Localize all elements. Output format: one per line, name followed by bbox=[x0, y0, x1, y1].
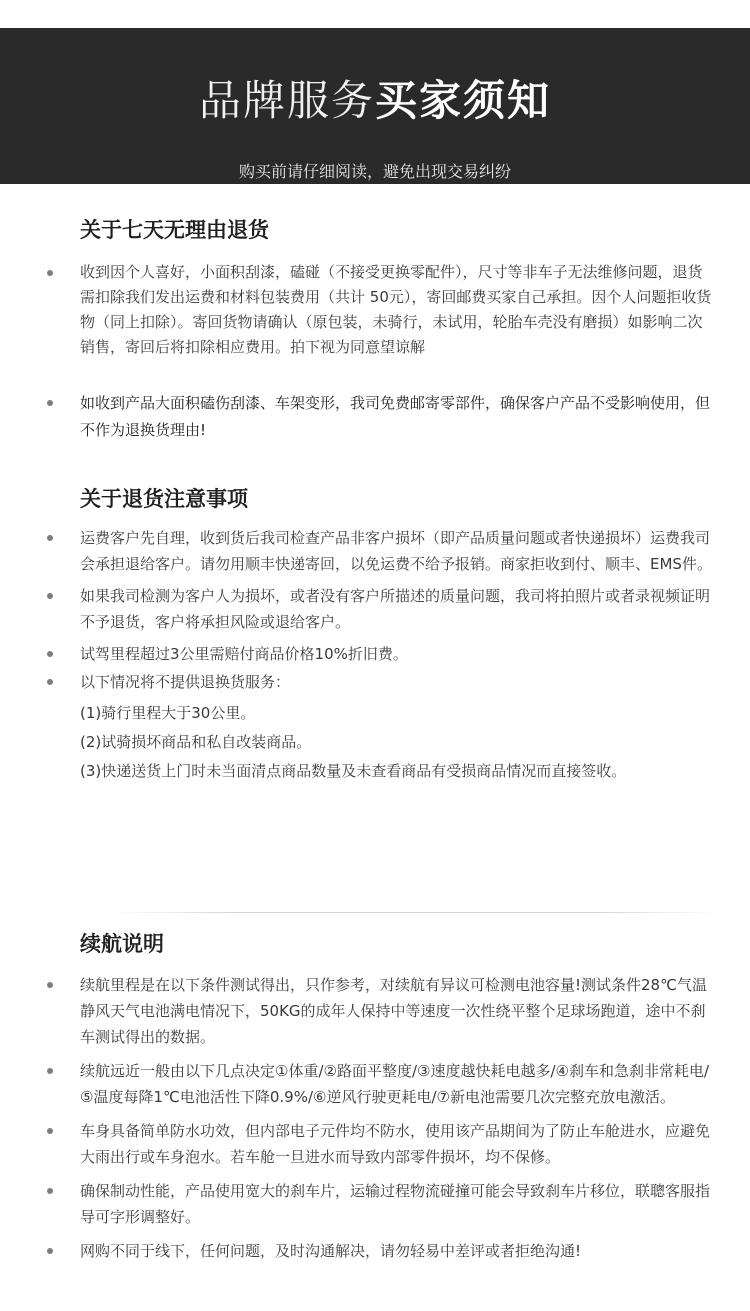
page-subtitle: 购买前请仔细阅读，避免出现交易纠纷 bbox=[238, 162, 511, 181]
title-light: 品牌服务 bbox=[198, 76, 375, 125]
sub-list-item-text: (2)试骑损坏商品和私自改装商品。 bbox=[80, 733, 312, 751]
list-item bbox=[44, 525, 714, 577]
section-seven-day-return bbox=[44, 216, 714, 444]
section-title: 续航说明 bbox=[80, 932, 164, 956]
title-bold: 买家须知 bbox=[375, 76, 552, 125]
bullet-icon bbox=[47, 535, 53, 541]
list-item bbox=[44, 972, 714, 1050]
header-banner bbox=[0, 28, 750, 184]
list-item-text: 续航里程是在以下条件测试得出，只作参考，对续航有异议可检测电池容量!测试条件28℃气温静风天气电池满电情况下，50KG的成年人保持中等速度一次性绕平整个足球场跑道，途中不刹车测试得出的数据。 bbox=[80, 976, 707, 1046]
divider bbox=[110, 912, 720, 913]
list-item bbox=[44, 583, 714, 635]
list-item bbox=[44, 1058, 714, 1110]
bullet-icon bbox=[47, 593, 53, 599]
list-item bbox=[44, 1178, 714, 1230]
list-item-text: 续航远近一般由以下几点决定①体重/②路面平整度/③速度越快耗电越多/④刹车和急刹非常耗电/⑤温度每降1℃电池活性下降0.9%/⑥逆风行驶更耗电/⑦新电池需要几次完整充放电激活。 bbox=[80, 1062, 710, 1106]
bullet-icon bbox=[47, 270, 53, 276]
bullet-icon bbox=[47, 1188, 53, 1194]
section-return-notes bbox=[44, 485, 714, 786]
list-item-text: 确保制动性能，产品使用宽大的刹车片，运输过程物流碰撞可能会导致刹车片移位，联聰客服指导可字形调整好。 bbox=[80, 1182, 711, 1226]
section-range-notes bbox=[44, 930, 714, 1264]
list-item bbox=[44, 390, 714, 444]
list-item bbox=[44, 1238, 714, 1264]
sub-list-item bbox=[44, 728, 714, 757]
list-item-text: 以下情况将不提供退换货服务： bbox=[80, 673, 291, 691]
list-item bbox=[44, 641, 714, 667]
sub-list-item-text: (1)骑行里程大于30公里。 bbox=[80, 704, 256, 722]
list-item-text: 试驾里程超过3公里需赔付商品价格10%折旧费。 bbox=[80, 645, 408, 663]
list-item-text: 收到因个人喜好，小面积刮漆，磕碰（不接受更换零配件），尺寸等非车子无法维修问题，退货需扣除我们发出运费和材料包装费用（共计 50元），寄回邮费买家自己承担。因个人问题拒收货物（同上扣除）。寄回货物请确认（原包装，未骑行，未试用，轮胎车壳没有磨损）如影响二次销售，寄回后将扣除相应费用。拍下视为同意望谅解 bbox=[80, 263, 712, 356]
section-title: 关于七天无理由退货 bbox=[80, 218, 269, 242]
sub-list-item bbox=[44, 699, 714, 728]
bullet-icon bbox=[47, 1128, 53, 1134]
bullet-icon bbox=[47, 1248, 53, 1254]
bullet-icon bbox=[47, 1068, 53, 1074]
section-title: 关于退货注意事项 bbox=[80, 487, 248, 511]
list-item-text: 网购不同于线下，任何问题，及时沟通解决，请勿轻易中差评或者拒绝沟通! bbox=[80, 1242, 582, 1260]
list-item-text: 运费客户先自理，收到货后我司检查产品非客户损坏（即产品质量问题或者快递损坏）运费我司会承担退给客户。请勿用顺丰快递寄回，以免运费不给予报销。商家拒收到付、顺丰、EMS件。 bbox=[80, 529, 712, 573]
bullet-icon bbox=[47, 400, 53, 406]
list-item-text: 车身具备简单防水功效，但内部电子元件均不防水，使用该产品期间为了防止车舱进水，应避免大雨出行或车身泡水。若车舱一旦进水而导致内部零件损坏，均不保修。 bbox=[80, 1122, 711, 1166]
list-item bbox=[44, 669, 714, 695]
list-item bbox=[44, 1118, 714, 1170]
page-title bbox=[0, 76, 750, 126]
list-item-text: 如收到产品大面积磕伤刮漆、车架变形，我司免费邮寄零部件，确保客户产品不受影响使用，但不作为退换货理由! bbox=[80, 394, 711, 439]
sub-list-item bbox=[44, 757, 714, 786]
sub-list-item-text: (3)快递送货上门时未当面清点商品数量及未查看商品有受损商品情况而直接签收。 bbox=[80, 762, 627, 780]
list-item bbox=[44, 260, 714, 360]
list-item-text: 如果我司检测为客户人为损坏，或者没有客户所描述的质量问题，我司将拍照片或者录视频证明不予退货，客户将承担风险或退给客户。 bbox=[80, 587, 711, 631]
bullet-icon bbox=[47, 982, 53, 988]
bullet-icon bbox=[47, 679, 53, 685]
bullet-icon bbox=[47, 651, 53, 657]
